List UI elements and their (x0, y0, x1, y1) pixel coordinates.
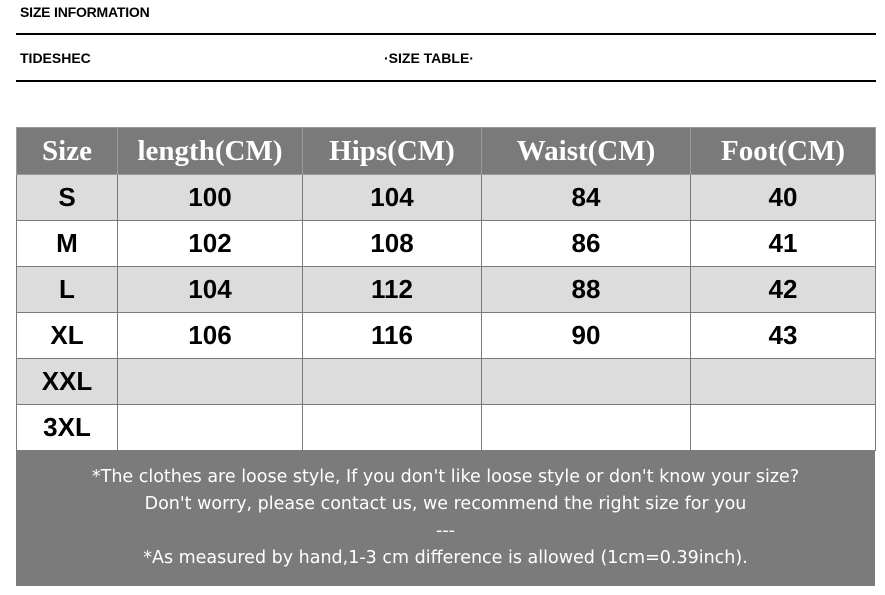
header-divider (16, 80, 876, 82)
column-header-length: length(CM) (118, 128, 303, 175)
size-cell: 3XL (17, 405, 118, 451)
table-row (17, 175, 876, 221)
waist-cell: 90 (482, 313, 691, 359)
note-contact-us: Don't worry, please contact us, we recommend the right size for you (144, 494, 747, 514)
length-cell: 106 (118, 313, 303, 359)
table-row (17, 313, 876, 359)
length-cell: 104 (118, 267, 303, 313)
size-cell: L (17, 267, 118, 313)
foot-cell (691, 359, 876, 405)
waist-cell (482, 405, 691, 451)
length-cell (118, 359, 303, 405)
section-title: SIZE INFORMATION (20, 4, 150, 20)
hips-cell: 104 (303, 175, 482, 221)
table-row (17, 405, 876, 451)
waist-cell (482, 359, 691, 405)
foot-cell: 42 (691, 267, 876, 313)
hips-cell: 116 (303, 313, 482, 359)
table-row (17, 221, 876, 267)
waist-cell: 84 (482, 175, 691, 221)
size-table (16, 127, 876, 451)
column-header-size: Size (17, 128, 118, 175)
length-cell: 102 (118, 221, 303, 267)
foot-cell: 43 (691, 313, 876, 359)
brand-name: TIDESHEC (20, 50, 91, 66)
waist-cell: 86 (482, 221, 691, 267)
top-divider (16, 33, 876, 35)
foot-cell: 41 (691, 221, 876, 267)
hips-cell (303, 405, 482, 451)
size-cell: XXL (17, 359, 118, 405)
note-separator: --- (436, 521, 455, 541)
column-header-waist: Waist(CM) (482, 128, 691, 175)
size-table-title: ·SIZE TABLE· (384, 50, 474, 66)
size-cell: XL (17, 313, 118, 359)
table-row (17, 359, 876, 405)
length-cell (118, 405, 303, 451)
foot-cell (691, 405, 876, 451)
table-header-row (17, 128, 876, 175)
hips-cell: 112 (303, 267, 482, 313)
table-row (17, 267, 876, 313)
size-cell: M (17, 221, 118, 267)
note-measurement: *As measured by hand,1-3 cm difference is allowed (1cm=0.39inch). (143, 548, 748, 568)
length-cell: 100 (118, 175, 303, 221)
column-header-foot: Foot(CM) (691, 128, 876, 175)
hips-cell (303, 359, 482, 405)
size-note-box (16, 450, 875, 586)
hips-cell: 108 (303, 221, 482, 267)
note-loose-style: *The clothes are loose style, If you don't like loose style or don't know your size? (91, 467, 800, 487)
foot-cell: 40 (691, 175, 876, 221)
column-header-hips: Hips(CM) (303, 128, 482, 175)
waist-cell: 88 (482, 267, 691, 313)
size-cell: S (17, 175, 118, 221)
